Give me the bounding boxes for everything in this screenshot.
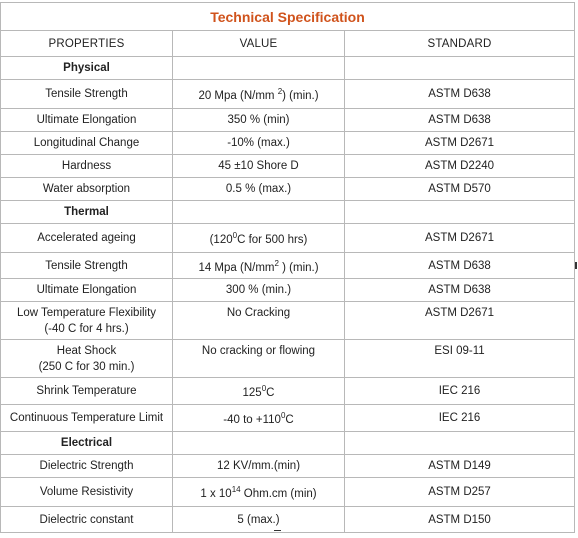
- property-cell: Longitudinal Change: [1, 132, 173, 155]
- section-label: Thermal: [1, 201, 173, 224]
- header-properties: PROPERTIES: [1, 31, 173, 57]
- table-row: [1, 109, 575, 132]
- header-row: [1, 31, 575, 57]
- property-cell: Heat Shock (250 C for 30 min.): [1, 340, 173, 378]
- value-cell: 14 Mpa ($N/mm^2$ ) (min.): [173, 253, 345, 279]
- property-cell: Volume Resistivity: [1, 478, 173, 507]
- table-title: Technical Specification: [1, 3, 575, 31]
- standard-cell: ASTM D150: [345, 507, 575, 533]
- property-cell: Accelerated ageing: [1, 224, 173, 253]
- value-cell: -10% (max.): [173, 132, 345, 155]
- header-value: VALUE: [173, 31, 345, 57]
- table-row: [1, 507, 575, 533]
- table-row: [1, 132, 575, 155]
- standard-cell: ASTM D638: [345, 253, 575, 279]
- standard-cell: ASTM D638: [345, 109, 575, 132]
- section-row-physical: [1, 57, 575, 80]
- table-row: [1, 455, 575, 478]
- spec-table: [0, 2, 575, 533]
- value-cell: No Cracking: [173, 302, 345, 340]
- standard-cell: ASTM D257: [345, 478, 575, 507]
- table-row: [1, 478, 575, 507]
- property-cell: Dielectric constant: [1, 507, 173, 533]
- property-cell: Dielectric Strength: [1, 455, 173, 478]
- standard-cell: ESI 09-11: [345, 340, 575, 378]
- value-cell: 0.5 % (max.): [173, 178, 345, 201]
- value-cell: 350 % (min): [173, 109, 345, 132]
- property-cell: Tensile Strength: [1, 253, 173, 279]
- property-cell: Ultimate Elongation: [1, 279, 173, 302]
- title-row: [1, 3, 575, 31]
- standard-cell: IEC 216: [345, 378, 575, 405]
- value-cell: No cracking or flowing: [173, 340, 345, 378]
- value-cell: 45 ±10 Shore D: [173, 155, 345, 178]
- value-cell: $125^0C$: [173, 378, 345, 405]
- table-row: [1, 279, 575, 302]
- value-cell: 12 KV/mm.(min): [173, 455, 345, 478]
- standard-cell: ASTM D570: [345, 178, 575, 201]
- section-row-thermal: [1, 201, 575, 224]
- value-cell: 20 Mpa (N/mm $^2$) (min.): [173, 80, 345, 109]
- property-cell: Continuous Temperature Limit: [1, 405, 173, 432]
- table-row: [1, 178, 575, 201]
- value-cell: ($120^0C$ for 500 hrs): [173, 224, 345, 253]
- table-row: [1, 302, 575, 340]
- standard-cell: ASTM D638: [345, 279, 575, 302]
- table-row: [1, 378, 575, 405]
- standard-cell: ASTM D2240: [345, 155, 575, 178]
- property-cell: Ultimate Elongation: [1, 109, 173, 132]
- table-row: [1, 155, 575, 178]
- standard-cell: ASTM D2671: [345, 224, 575, 253]
- standard-cell: IEC 216: [345, 405, 575, 432]
- section-row-electrical: [1, 432, 575, 455]
- table-row: [1, 405, 575, 432]
- section-label: Physical: [1, 57, 173, 80]
- standard-cell: ASTM D2671: [345, 132, 575, 155]
- table-row: [1, 80, 575, 109]
- table-row: [1, 224, 575, 253]
- table-row: [1, 340, 575, 378]
- header-standard: STANDARD: [345, 31, 575, 57]
- property-cell: Shrink Temperature: [1, 378, 173, 405]
- table-row: [1, 253, 575, 279]
- value-cell: 5 (max.): [173, 507, 345, 533]
- spec-table-container: [0, 2, 574, 533]
- property-cell: Water absorption: [1, 178, 173, 201]
- value-cell: 300 % (min.): [173, 279, 345, 302]
- value-cell: -40 to $+110^0C$: [173, 405, 345, 432]
- value-cell: 1 x $10^{14}$ Ohm.cm (min): [173, 478, 345, 507]
- standard-cell: ASTM D149: [345, 455, 575, 478]
- standard-cell: ASTM D2671: [345, 302, 575, 340]
- section-label: Electrical: [1, 432, 173, 455]
- property-cell: Low Temperature Flexibility (-40 C for 4 hrs.): [1, 302, 173, 340]
- edge-marker-bottom: [274, 530, 281, 531]
- edge-marker-right: [575, 262, 577, 269]
- property-cell: Hardness: [1, 155, 173, 178]
- standard-cell: ASTM D638: [345, 80, 575, 109]
- property-cell: Tensile Strength: [1, 80, 173, 109]
